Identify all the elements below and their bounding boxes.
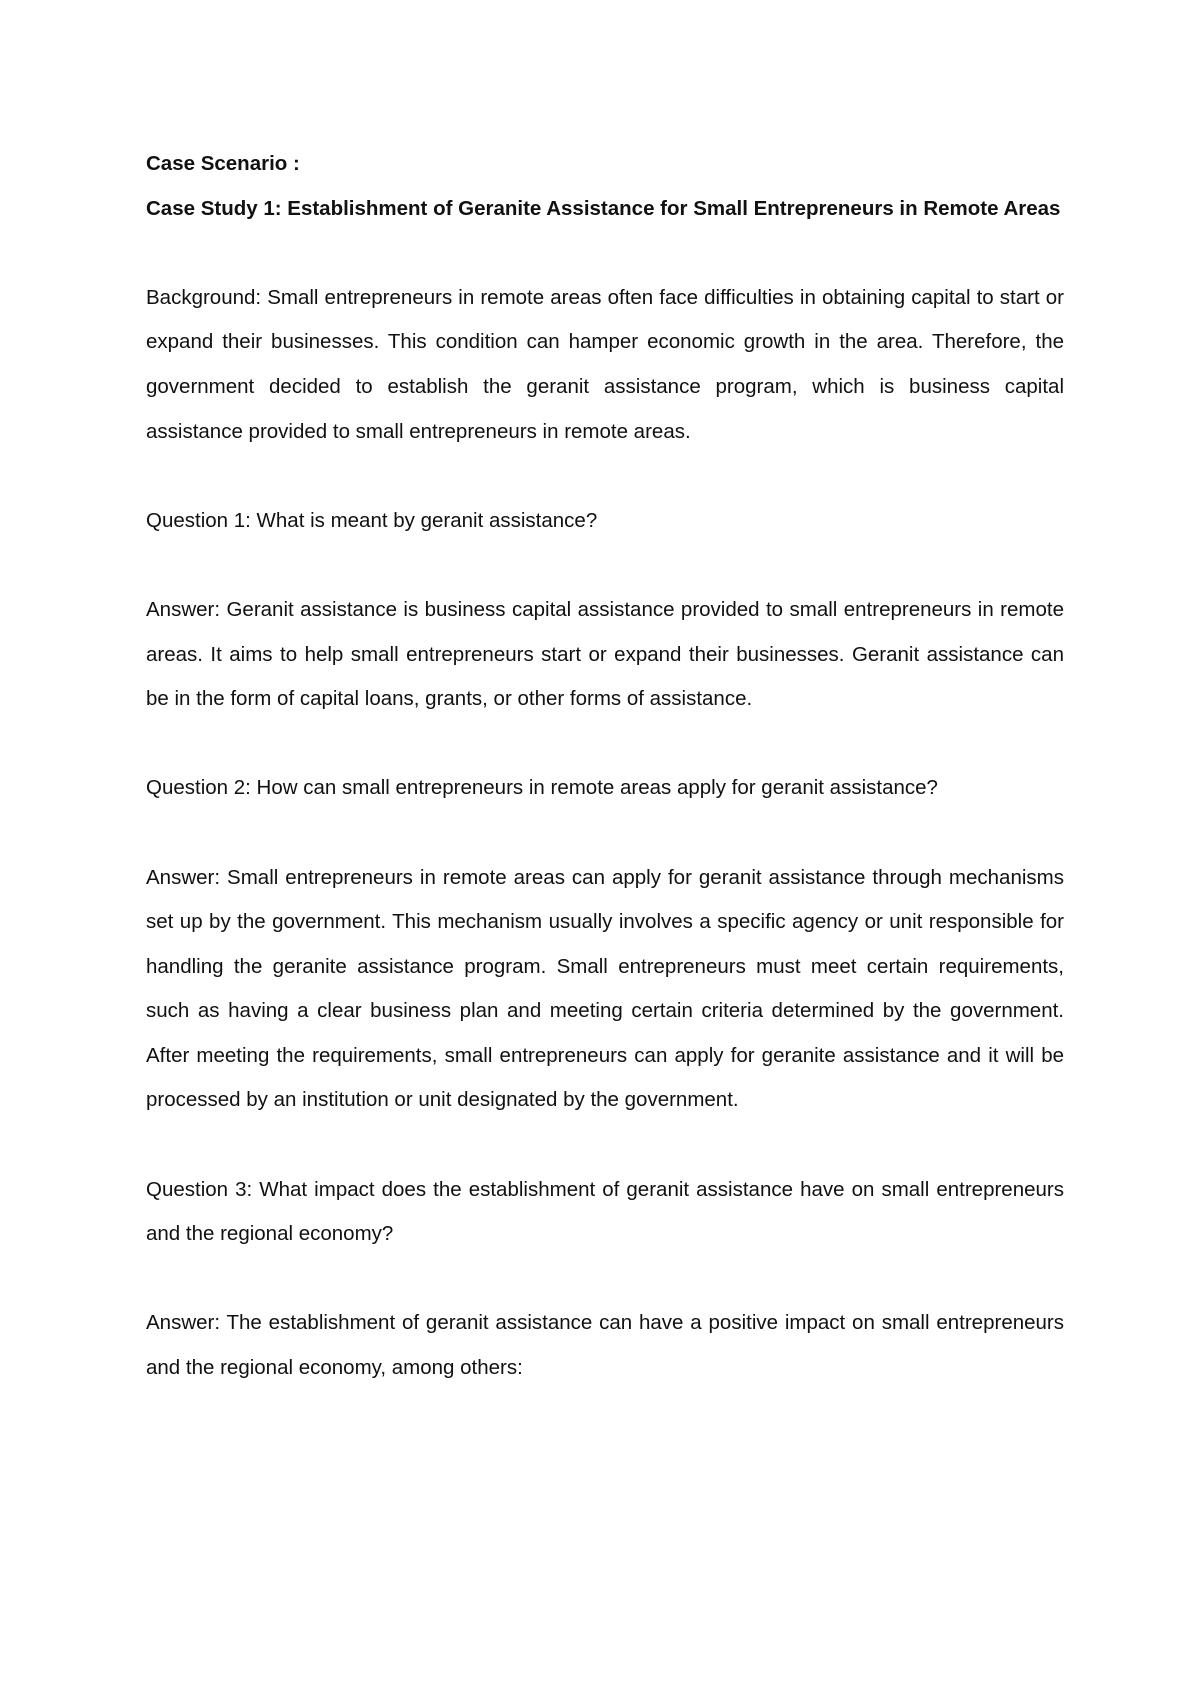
- question-1: Question 1: What is meant by geranit assistance?: [146, 508, 598, 532]
- question-3: Question 3: What impact does the establishment of geranit assistance have on small entrepreneurs and the regional economy?: [146, 1177, 1064, 1246]
- answer-2: Answer: Small entrepreneurs in remote areas can apply for geranit assistance through mechanisms set up by the government. This mechanism usually involves a specific agency or unit responsible for handling the geranite assistance program. Small entrepreneurs must meet certain requirements, such as having a clear business plan and meeting certain criteria determined by the government. After meeting the requirements, small entrepreneurs can apply for geranite assistance and it will be processed by an institution or unit designated by the government.: [146, 865, 1064, 1112]
- background-paragraph: Background: Small entrepreneurs in remote areas often face difficulties in obtaining capital to start or expand their businesses. This condition can hamper economic growth in the area. Therefore, the government decided to establish the geranit assistance program, which is business capital assistance provided to small entrepreneurs in remote areas.: [146, 285, 1064, 443]
- document-body: [146, 142, 1064, 1391]
- case-study-title: Case Study 1: Establishment of Geranite Assistance for Small Entrepreneurs in Remote Areas: [146, 196, 1061, 220]
- case-scenario-heading: Case Scenario :: [146, 152, 300, 175]
- question-2: Question 2: How can small entrepreneurs in remote areas apply for geranit assistance?: [146, 776, 938, 800]
- answer-1: Answer: Geranit assistance is business capital assistance provided to small entrepreneurs in remote areas. It aims to help small entrepreneurs start or expand their businesses. Geranit assistance can be in the form of capital loans, grants, or other forms of assistance.: [146, 597, 1064, 711]
- answer-3: Answer: The establishment of geranit assistance can have a positive impact on small entrepreneurs and the regional economy, among others:: [146, 1311, 1064, 1380]
